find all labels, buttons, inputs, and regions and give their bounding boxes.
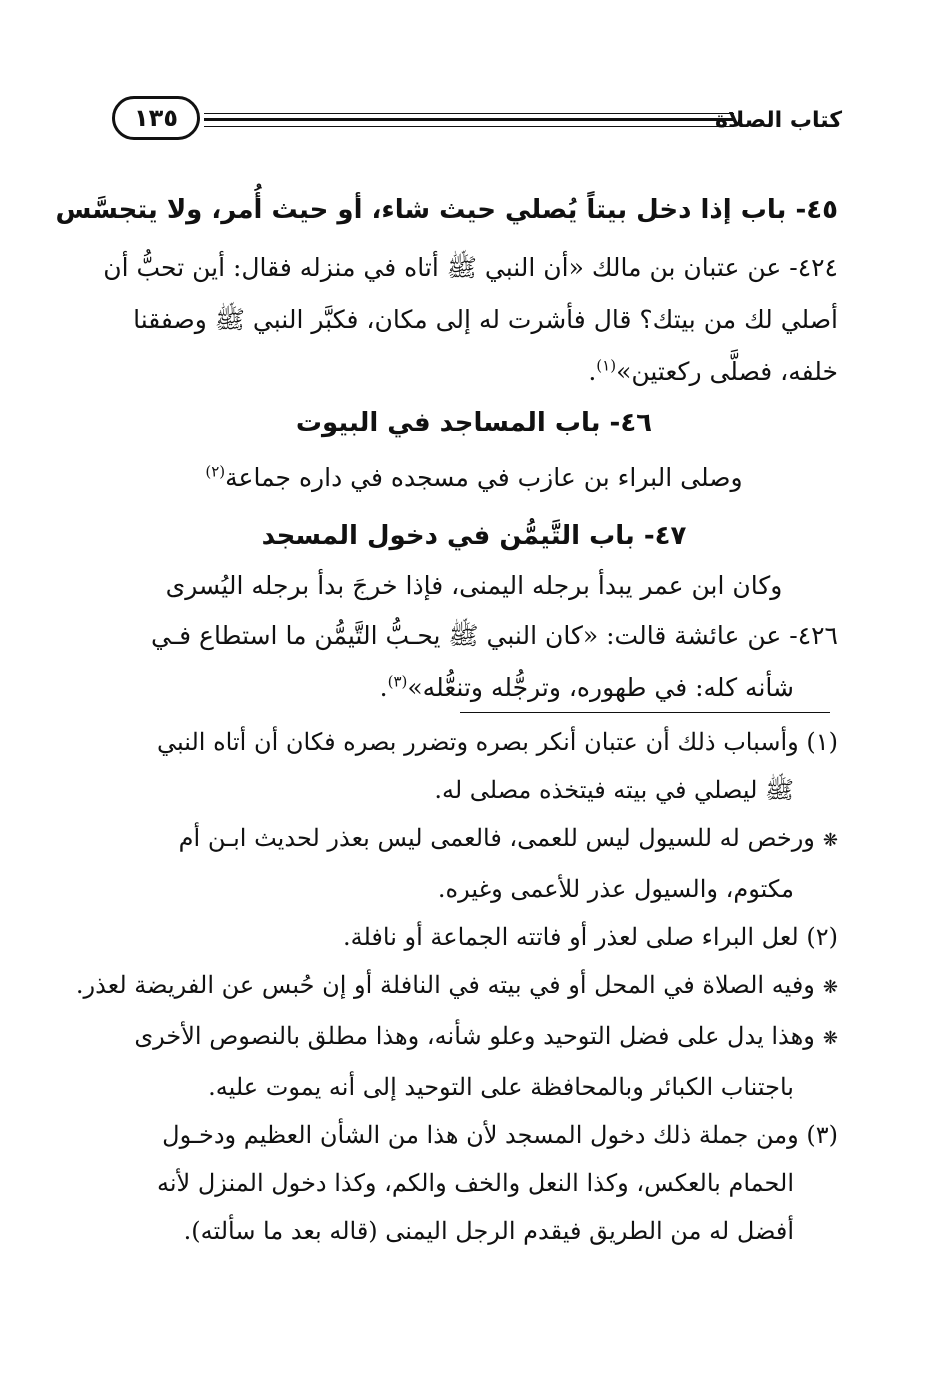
- page-header: [112, 96, 842, 150]
- hadith-424-line-1: ٤٢٤- عن عتبان بن مالك «أن النبي ﷺ أتاه في منزله فقال: أين تحبُّ أن: [103, 253, 838, 282]
- footnote-ref-2: (٢): [205, 462, 226, 481]
- section-47-text: [110, 560, 838, 612]
- footnote-ref-1: (١): [596, 356, 617, 375]
- asterism-icon: ❋: [822, 830, 838, 851]
- footnote-separator: [460, 712, 830, 713]
- footnote-2-note-2-line-2: باجتناب الكبائر وبالمحافظة على التوحيد إلى أنه يموت عليه.: [208, 1073, 794, 1101]
- footnote-3-line-1: (٣) ومن جملة ذلك دخول المسجد لأن هذا من الشأن العظيم ودخـول: [162, 1121, 838, 1149]
- footnote-2-note-1: ❋وفيه الصلاة في المحل أو في بيته في النافلة أو إن حُبس عن الفريضة لعذر.: [75, 971, 838, 999]
- footnote-ref-3: (٣): [387, 672, 408, 691]
- hadith-426: [110, 610, 838, 714]
- section-47-heading: ٤٧- باب التَّيمُّن في دخول المسجد: [261, 521, 687, 551]
- running-title: كتاب الصلاة: [715, 108, 842, 133]
- hadith-424: [103, 242, 838, 398]
- footnote-3-line-3: أفضل له من الطريق فيقدم الرجل اليمنى (قاله بعد ما سألته).: [183, 1217, 794, 1245]
- section-45: [55, 190, 838, 230]
- page-number: ١٣٥: [112, 96, 200, 140]
- section-46-line: وصلى البراء بن عازب في مسجده في داره جماعة: [225, 463, 743, 492]
- footnote-3-line-2: الحمام بالعكس، وكذا النعل والخف والكم، وكذا دخول المنزل لأنه: [156, 1169, 794, 1197]
- asterism-icon: ❋: [822, 1028, 838, 1049]
- footnote-2-line-1: (٢) لعل البراء صلى لعذر أو فاتته الجماعة أو نافلة.: [342, 923, 838, 951]
- footnote-1-line-1: (١) وأسباب ذلك أن عتبان أنكر بصره وتضرر بصره فكان أن أتاه النبي: [157, 728, 838, 756]
- footnote-2-note-2: ❋وهذا يدل على فضل التوحيد وعلو شأنه، وهذا مطلق بالنصوص الأخرى: [134, 1022, 838, 1050]
- section-46-text: [110, 452, 838, 504]
- section-46-heading: ٤٦- باب المساجد في البيوت: [295, 408, 653, 438]
- footnote-1-note: ❋ورخص له للسيول ليس للعمى، فالعمى ليس بعذر لحديث ابـن أم: [178, 824, 838, 852]
- section-45-heading: ٤٥- باب إذا دخل بيتاً يُصلي حيث شاء، أو حيث أُمر، ولا يتجسَّس: [55, 195, 838, 225]
- hadith-426-line-1: ٤٢٦- عن عائشة قالت: «كان النبي ﷺ يحـبُّ التَّيمُّن ما استطاع فـي: [150, 621, 838, 650]
- hadith-426-line-2: شأنه كله: في طهوره، وترجُّله وتنعُّله»$^{(٣)}$.: [379, 672, 794, 702]
- section-47-line: وكان ابن عمر يبدأ برجله اليمنى، فإذا خرجَ بدأ برجله اليُسرى: [165, 571, 783, 600]
- asterism-icon: ❋: [822, 977, 838, 998]
- section-46: [110, 403, 838, 443]
- footnote-1-note-line-2: مكتوم، والسيول عذر للأعمى وغيره.: [437, 875, 794, 903]
- hadith-424-line-3: خلفه، فصلَّى ركعتين»$^{(١)}$.: [588, 356, 838, 386]
- section-47: [110, 516, 838, 556]
- footnote-1-line-2: ﷺ ليصلي في بيته فيتخذه مصلى له.: [434, 776, 794, 804]
- header-rule: [204, 113, 734, 131]
- footnotes: [75, 718, 838, 1255]
- hadith-424-line-2: أصلي لك من بيتك؟ قال فأشرت له إلى مكان، فكبَّر النبي ﷺ وصفقنا: [133, 305, 838, 334]
